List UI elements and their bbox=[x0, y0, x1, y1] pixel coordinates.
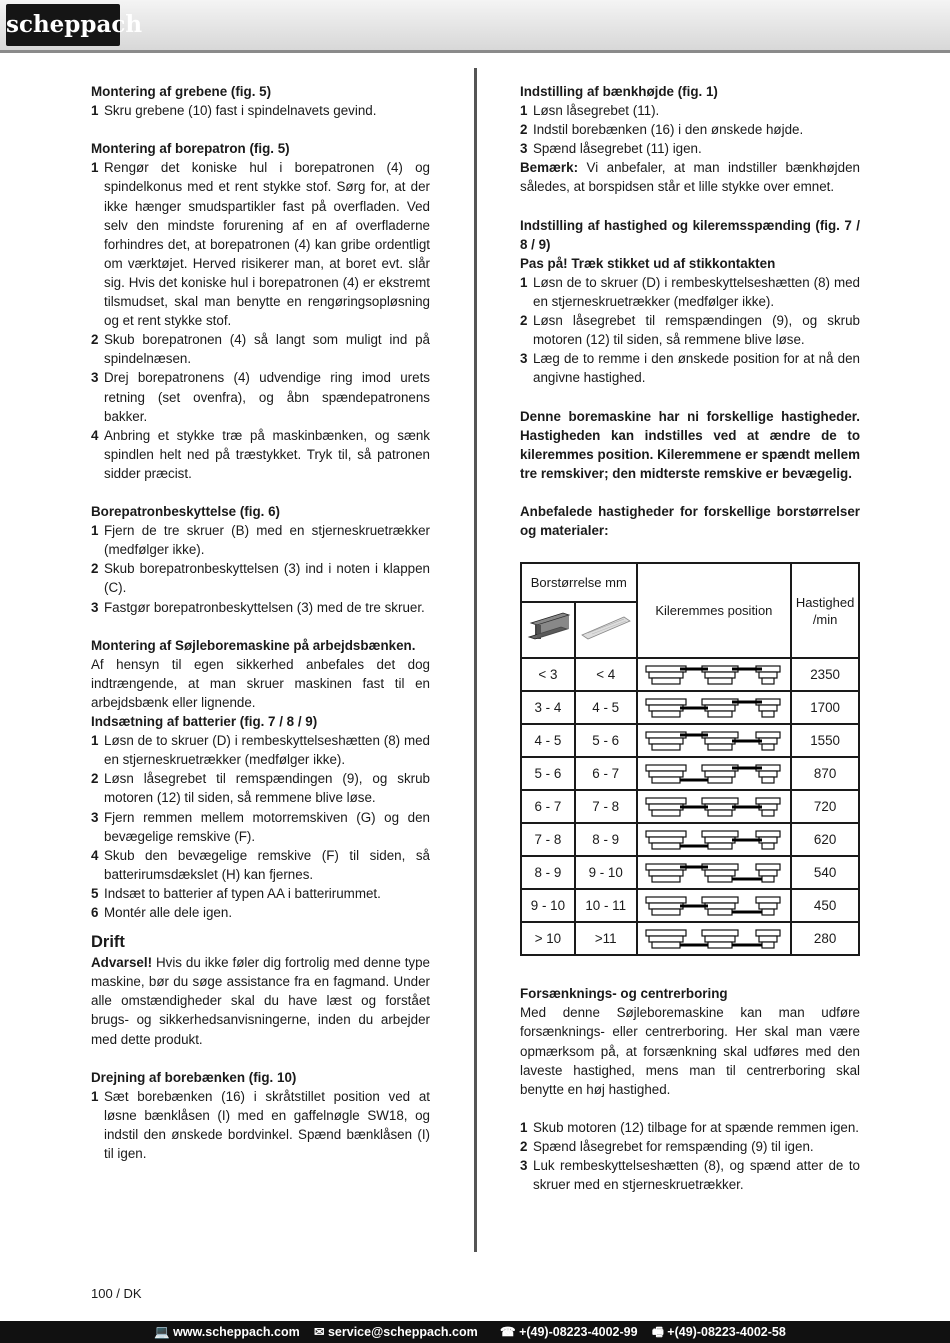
column-divider bbox=[474, 68, 477, 1252]
section-title-drift: Drift bbox=[91, 933, 125, 952]
note-text: Vi anbefaler, at man indstiller bænkhøjden således, at borspidsen står et lille stykke over emnet. bbox=[520, 160, 860, 195]
scheppach-logo: scheppach bbox=[6, 4, 120, 46]
drift-text bbox=[91, 953, 430, 1048]
table-row bbox=[521, 757, 859, 790]
note-label: Bemærk: bbox=[520, 160, 579, 176]
section-title-hastighed: Indstilling af hastighed og kileremsspænding (fig. 7 / 8 / 9) bbox=[520, 217, 860, 252]
list-item bbox=[91, 808, 430, 846]
metal-size-cell: 3 - 4 bbox=[521, 691, 575, 724]
belt-position-cell bbox=[637, 922, 792, 955]
wood-size-cell: >11 bbox=[575, 922, 637, 955]
wood-size-cell: 10 - 11 bbox=[575, 889, 637, 922]
speed-table-intro: Anbefalede hastigheder for forskellige borstørrelser og materialer: bbox=[520, 504, 860, 539]
list-item-number: 6 bbox=[91, 905, 99, 921]
list-item bbox=[91, 158, 430, 330]
speed-cell: 450 bbox=[791, 889, 859, 922]
metal-size-cell: 8 - 9 bbox=[521, 856, 575, 889]
list-item-text: Spænd låsegrebet (11) igen. bbox=[533, 141, 702, 157]
list-item bbox=[520, 120, 860, 139]
list-borepatron bbox=[91, 158, 430, 483]
list-item-text: Løsn låsegrebet (11). bbox=[533, 103, 660, 119]
unplug-warning: Pas på! Træk stikket ud af stikkontakten bbox=[520, 255, 776, 271]
speed-cell: 720 bbox=[791, 790, 859, 823]
list-item bbox=[520, 311, 860, 349]
list-item bbox=[520, 1137, 860, 1156]
table-row bbox=[521, 658, 859, 691]
wood-size-cell: 6 - 7 bbox=[575, 757, 637, 790]
speed-cell: 540 bbox=[791, 856, 859, 889]
metal-size-cell: > 10 bbox=[521, 922, 575, 955]
list-item bbox=[520, 1156, 860, 1194]
right-column bbox=[520, 82, 860, 1194]
list-grebene bbox=[91, 101, 430, 120]
list-item-text: Rengør det koniske hul i borepatronen (4) og spindelkonus med et rent stykke stof. Sørg for, at der ikke hænger smudspartikler fast på overfladen. Ved selv den mindste forurening af en af overfladerne forhindres det, at borepatronen (4) kan gribe ordentligt om værktøjet. Herved risikerer man, at boret evt. slår sig. Hvis det koniske hul i borepatronen (4) er ekstremt tilsmudset, skal man benytte en rengøringsopløsning og et rent stykke stof. bbox=[104, 160, 430, 329]
list-item-number: 1 bbox=[91, 1088, 99, 1104]
belt-position-cell bbox=[637, 790, 792, 823]
section-title-borepatronbeskyttelse: Borepatronbeskyttelse (fig. 6) bbox=[91, 504, 280, 520]
table-row bbox=[521, 889, 859, 922]
list-item-number: 2 bbox=[91, 771, 99, 787]
footer-email: ✉ service@scheppach.com bbox=[314, 1325, 478, 1339]
page-footer bbox=[0, 1321, 950, 1343]
list-item-text: Skub den bevægelige remskive (F) til siden, så batterirumsdækslet (H) kan fjernes. bbox=[104, 847, 430, 882]
list-item-number: 3 bbox=[91, 599, 99, 615]
list-item bbox=[520, 101, 860, 120]
belt-position-cell bbox=[637, 889, 792, 922]
wood-size-cell: 9 - 10 bbox=[575, 856, 637, 889]
list-item-text: Skub motoren (12) tilbage for at spænde remmen igen. bbox=[533, 1119, 860, 1135]
list-item-text: Spænd låsegrebet for remspænding (9) til igen. bbox=[533, 1139, 814, 1154]
metal-size-cell: 4 - 5 bbox=[521, 724, 575, 757]
list-item-number: 1 bbox=[91, 103, 99, 119]
speed-table bbox=[520, 562, 860, 956]
metal-size-cell: 5 - 6 bbox=[521, 757, 575, 790]
table-row bbox=[521, 922, 859, 955]
speed-cell: 1700 bbox=[791, 691, 859, 724]
header-speed: Hastighed /min bbox=[791, 563, 859, 658]
list-item-number: 1 bbox=[91, 160, 99, 176]
speed-cell: 870 bbox=[791, 757, 859, 790]
list-item-number: 3 bbox=[520, 141, 528, 157]
list-item-number: 2 bbox=[520, 1139, 528, 1154]
list-item bbox=[91, 101, 430, 120]
drift-warning-label: Advarsel! bbox=[91, 955, 153, 971]
list-item bbox=[91, 846, 430, 884]
section-title-borepatron: Montering af borepatron (fig. 5) bbox=[91, 141, 290, 157]
metal-size-cell: < 3 bbox=[521, 658, 575, 691]
speed-info-text: Denne boremaskine har ni forskellige hastigheder. Hastigheden kan indstilles ved at ændre de to kileremmes position. Kileremmene er spændt mellem tre remskiver; den midterste remskive er bevægelig. bbox=[520, 408, 860, 481]
table-row bbox=[521, 856, 859, 889]
computer-icon: 💻 bbox=[154, 1325, 170, 1339]
forsankning-text: Med denne Søjleboremaskine kan man udføre forsænknings- eller centrerboring. Her skal man være opmærksom på, at forsænkning skal udføres med den laveste hastighed, mens man til centrerboring skal benytte en høj hastighed. bbox=[520, 1005, 860, 1097]
list-item-number: 2 bbox=[520, 122, 528, 138]
belt-position-cell bbox=[637, 757, 792, 790]
wood-size-cell: 4 - 5 bbox=[575, 691, 637, 724]
list-item bbox=[91, 1087, 430, 1163]
list-item-text: Sæt borebænken (16) i skråtstillet position ved at løsne bænklåsen (I) med en gaffelnøgle SW18, og indstil den ønskede bordvinkel. Spænd bænklåsen (I) til igen. bbox=[104, 1088, 430, 1162]
drift-warning-text: Hvis du ikke føler dig fortrolig med denne type maskine, bør du søge assistance fra en fagmand. Under alle omstændigheder skal du have læst og forstået brugs- og sikkerhedsanvisningerne, inden du arbejder med dette produkt. bbox=[91, 955, 430, 1047]
wood-size-cell: < 4 bbox=[575, 658, 637, 691]
list-item-text: Løsn de to skruer (D) i rembeskyttelseshætten (8) med en stjerneskruetrækker (medfølger ikke). bbox=[104, 733, 430, 768]
table-row bbox=[521, 724, 859, 757]
section-title-batterier: Indsætning af batterier (fig. 7 / 8 / 9) bbox=[91, 714, 318, 730]
header-belt-position: Kileremmes position bbox=[637, 563, 792, 658]
table-row bbox=[521, 823, 859, 856]
list-batterier bbox=[91, 731, 430, 922]
list-item-text: Læg de to remme i den ønskede position for at nå den angivne hastighed. bbox=[533, 351, 860, 386]
footer-web: 💻 www.scheppach.com bbox=[154, 1325, 300, 1339]
belt-position-cell bbox=[637, 823, 792, 856]
list-item bbox=[520, 349, 860, 387]
list-item-number: 1 bbox=[91, 523, 99, 539]
section-title-borebanken: Drejning af borebænken (fig. 10) bbox=[91, 1069, 297, 1085]
list-item-number: 3 bbox=[520, 1158, 528, 1174]
list-item-text: Montér alle dele igen. bbox=[104, 905, 233, 921]
list-item bbox=[91, 731, 430, 769]
list-item-number: 2 bbox=[91, 561, 99, 577]
list-item bbox=[520, 273, 860, 311]
metal-size-cell: 6 - 7 bbox=[521, 790, 575, 823]
phone-icon: ☎ bbox=[500, 1325, 516, 1339]
list-item-number: 3 bbox=[520, 351, 528, 367]
mail-icon: ✉ bbox=[314, 1325, 325, 1339]
list-item-number: 1 bbox=[520, 274, 528, 290]
list-item-number: 2 bbox=[91, 332, 99, 348]
list-item bbox=[91, 598, 430, 617]
list-item-text: Luk rembeskyttelseshætten (8), og spænd atter de to skruer med en stjerneskruetrækker. bbox=[533, 1158, 860, 1193]
list-item-number: 1 bbox=[520, 1119, 528, 1135]
list-item bbox=[91, 559, 430, 597]
wood-size-cell: 5 - 6 bbox=[575, 724, 637, 757]
footer-phone: ☎ +(49)-08223-4002-99 bbox=[500, 1325, 638, 1339]
metal-size-cell: 9 - 10 bbox=[521, 889, 575, 922]
list-item-number: 1 bbox=[520, 103, 528, 119]
list-bankhojde bbox=[520, 101, 860, 158]
list-item-number: 3 bbox=[91, 370, 99, 386]
list-item-text: Fjern remmen mellem motorremskiven (G) og den bevægelige remskive (F). bbox=[104, 809, 430, 844]
belt-position-cell bbox=[637, 856, 792, 889]
speed-cell: 280 bbox=[791, 922, 859, 955]
list-item-text: Indstil borebænken (16) i den ønskede højde. bbox=[533, 122, 804, 138]
list-item-text: Drej borepatronens (4) udvendige ring imod urets retning (set ovenfra), og åbn spændepatronens bakker. bbox=[104, 370, 430, 424]
fax-icon: 🖷 bbox=[652, 1325, 664, 1339]
list-item-text: Løsn låsegrebet til remspændingen (9), og skrub motoren (12) til siden, så remmene blive løse. bbox=[533, 313, 860, 348]
table-row bbox=[521, 790, 859, 823]
table-row bbox=[521, 691, 859, 724]
list-item-text: Anbring et stykke træ på maskinbænken, og sænk spindlen helt ned på træstykket. Tryk til, så patronen sidder præcist. bbox=[104, 427, 430, 481]
list-item bbox=[91, 368, 430, 425]
speed-cell: 1550 bbox=[791, 724, 859, 757]
list-item-text: Skub borepatronbeskyttelsen (3) ind i noten i klappen (C). bbox=[104, 561, 430, 596]
footer-fax: 🖷 +(49)-08223-4002-58 bbox=[652, 1325, 786, 1339]
metal-icon bbox=[521, 602, 575, 658]
left-column bbox=[91, 82, 430, 1163]
list-item-number: 5 bbox=[91, 885, 99, 901]
wood-size-cell: 8 - 9 bbox=[575, 823, 637, 856]
wood-size-cell: 7 - 8 bbox=[575, 790, 637, 823]
list-item bbox=[520, 1118, 860, 1137]
list-item bbox=[91, 903, 430, 922]
section-title-grebene: Montering af grebene (fig. 5) bbox=[91, 84, 272, 99]
list-item bbox=[91, 521, 430, 559]
list-item-number: 2 bbox=[520, 313, 528, 329]
list-item-text: Skub borepatronen (4) så langt som muligt ind på spindelnæsen. bbox=[104, 332, 430, 367]
belt-position-cell bbox=[637, 691, 792, 724]
bankhojde-note bbox=[520, 158, 860, 196]
wood-icon bbox=[575, 602, 637, 658]
header-bore-size: Borstørrelse mm bbox=[521, 563, 637, 602]
list-item bbox=[91, 330, 430, 368]
montering-bank-text: Af hensyn til egen sikkerhed anbefales det dog indtrængende, at man skruer maskinen fast til en arbejdsbænk eller lignende. bbox=[91, 656, 430, 710]
list-forsankning bbox=[520, 1118, 860, 1194]
list-item-text: Løsn låsegrebet til remspændingen (9), og skrub motoren (12) til siden, så remmene blive løse. bbox=[104, 771, 430, 806]
speed-cell: 620 bbox=[791, 823, 859, 856]
list-item-text: Fjern de tre skruer (B) med en stjerneskruetrækker (medfølger ikke). bbox=[104, 523, 430, 558]
list-hastighed bbox=[520, 273, 860, 388]
belt-position-cell bbox=[637, 658, 792, 691]
list-borepatronbeskyttelse bbox=[91, 521, 430, 616]
list-item bbox=[91, 769, 430, 807]
belt-position-cell bbox=[637, 724, 792, 757]
list-item-number: 1 bbox=[91, 733, 99, 749]
list-item-text: Løsn de to skruer (D) i rembeskyttelseshætten (8) med en stjerneskruetrækker (medfølger ikke). bbox=[533, 274, 860, 310]
list-item-number: 3 bbox=[91, 809, 99, 825]
section-title-forsankning: Forsænknings- og centrerboring bbox=[520, 986, 728, 1002]
section-title-montering-bank: Montering af Søjleboremaskine på arbejdsbænken. bbox=[91, 637, 416, 653]
list-item bbox=[91, 884, 430, 903]
metal-size-cell: 7 - 8 bbox=[521, 823, 575, 856]
list-item-text: Fastgør borepatronbeskyttelsen (3) med de tre skruer. bbox=[104, 599, 425, 615]
list-item-number: 4 bbox=[91, 847, 99, 863]
page-header bbox=[0, 0, 950, 53]
speed-cell: 2350 bbox=[791, 658, 859, 691]
section-title-bankhojde: Indstilling af bænkhøjde (fig. 1) bbox=[520, 84, 718, 99]
list-item-text: Indsæt to batterier af typen AA i batterirummet. bbox=[104, 885, 381, 901]
list-item-number: 4 bbox=[91, 427, 99, 443]
page-number: 100 / DK bbox=[91, 1286, 142, 1301]
list-item bbox=[91, 426, 430, 483]
list-item-text: Skru grebene (10) fast i spindelnavets gevind. bbox=[104, 103, 377, 119]
list-item bbox=[520, 139, 860, 158]
list-borebanken bbox=[91, 1087, 430, 1163]
